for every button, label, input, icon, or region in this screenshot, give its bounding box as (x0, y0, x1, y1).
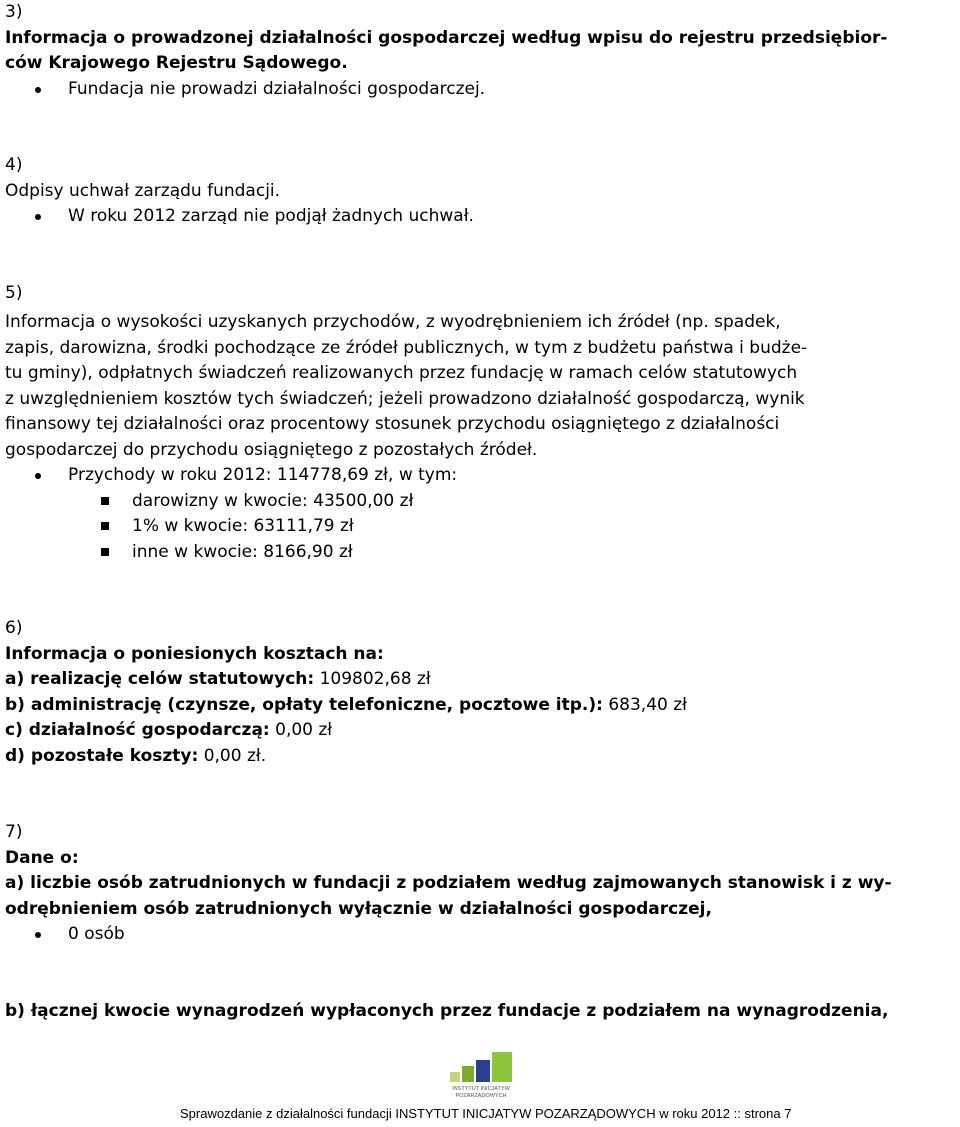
section-6-item-d-label: d) pozostałe koszty: (5, 745, 199, 766)
page-footer: Sprawozdanie z działalności fundacji INSTYTUT INICJATYW POZARZĄDOWYCH w roku 2012 :: strona 7 (180, 1106, 792, 1121)
section-6-item-d-value: 0,00 zł. (198, 745, 267, 766)
section-7-heading: Dane o: (5, 847, 79, 868)
section-5-heading-line-6: gospodarczej do przychodu osiągniętego z pozostałych źródeł. (5, 439, 538, 460)
section-3-number: 3) (5, 2, 23, 22)
section-6-item-b-value: 683,40 zł (602, 694, 687, 715)
section-4-heading: Odpisy uchwał zarządu fundacji. (5, 180, 281, 201)
institute-logo (448, 1052, 514, 1100)
section-6-item-a-value: 109802,68 zł (314, 669, 431, 689)
section-6-item-c-label: c) działalność gospodarczą: (5, 720, 270, 740)
section-5-sub-item: darowizny w kwocie: 43500,00 zł (5, 489, 955, 515)
section-7-number: 7) (5, 822, 23, 842)
section-5-heading-line-3: tu gminy), odpłatnych świadczeń realizowanych przez fundację w ramach celów statutowych (5, 363, 798, 383)
section-7-bullet: 0 osób (5, 922, 955, 948)
section-4-number: 4) (5, 155, 23, 175)
section-5-bullet: Przychody w roku 2012: 114778,69 zł, w tym: (5, 463, 955, 489)
logo-text-line-1: INSTYTUT INICJATYW (452, 1086, 510, 1092)
section-3-heading-line-1: Informacja o prowadzonej działalności gospodarczej według wpisu do rejestru przedsiębior- (5, 27, 888, 48)
section-7-item-a-line-1: a) liczbie osób zatrudnionych w fundacji z podziałem według zajmowanych stanowisk i z wy- (5, 873, 892, 893)
section-5-heading-line-4: z uwzględnieniem kosztów tych świadczeń; jeżeli prowadzono działalność gospodarczą, wynik (5, 388, 805, 409)
section-4-bullet: W roku 2012 zarząd nie podjął żadnych uchwał. (5, 204, 955, 230)
section-5-heading-line-5: finansowy tej działalności oraz procentowy stosunek przychodu osiągniętego z działalności (5, 414, 780, 434)
section-6-item-c (5, 718, 955, 744)
section-6-item-b-label: b) administrację (czynsze, opłaty telefoniczne, pocztowe itp.): (5, 694, 603, 715)
logo-block (450, 1072, 460, 1082)
section-6-item-d (5, 744, 955, 770)
section-6-item-a-label: a) realizację celów statutowych: (5, 669, 315, 689)
logo-text-line-2: POZARZĄDOWYCH (455, 1093, 507, 1099)
logo-block (476, 1060, 490, 1082)
section-5-heading-line-2: zapis, darowizna, środki pochodzące ze źródeł publicznych, w tym z budżetu państwa i budże- (5, 337, 808, 358)
section-5-heading-line-1: Informacja o wysokości uzyskanych przychodów, z wyodrębnieniem ich źródeł (np. spadek, (5, 312, 781, 332)
section-3-heading-line-2: ców Krajowego Rejestru Sądowego. (5, 53, 348, 73)
section-7-item-a-line-2: odrębnieniem osób zatrudnionych wyłącznie w działalności gospodarczej, (5, 898, 712, 919)
section-6-item-a (5, 667, 955, 693)
section-5-number: 5) (5, 282, 23, 303)
section-5-sub-item: 1% w kwocie: 63111,79 zł (5, 514, 955, 540)
section-3-bullet: Fundacja nie prowadzi działalności gospodarczej. (5, 77, 955, 103)
section-7-item-b-line-1: b) łącznej kwocie wynagrodzeń wypłaconych przez fundacje z podziałem na wynagrodzenia, (5, 1000, 889, 1021)
section-5-sub-item: inne w kwocie: 8166,90 zł (5, 540, 955, 566)
logo-block (462, 1066, 474, 1082)
logo-block (492, 1052, 512, 1082)
section-6-item-b (5, 693, 955, 719)
document-page (5, 0, 955, 1024)
section-6-item-c-value: 0,00 zł (269, 720, 333, 740)
section-6-heading: Informacja o poniesionych kosztach na: (5, 643, 384, 664)
section-6-number: 6) (5, 618, 23, 638)
